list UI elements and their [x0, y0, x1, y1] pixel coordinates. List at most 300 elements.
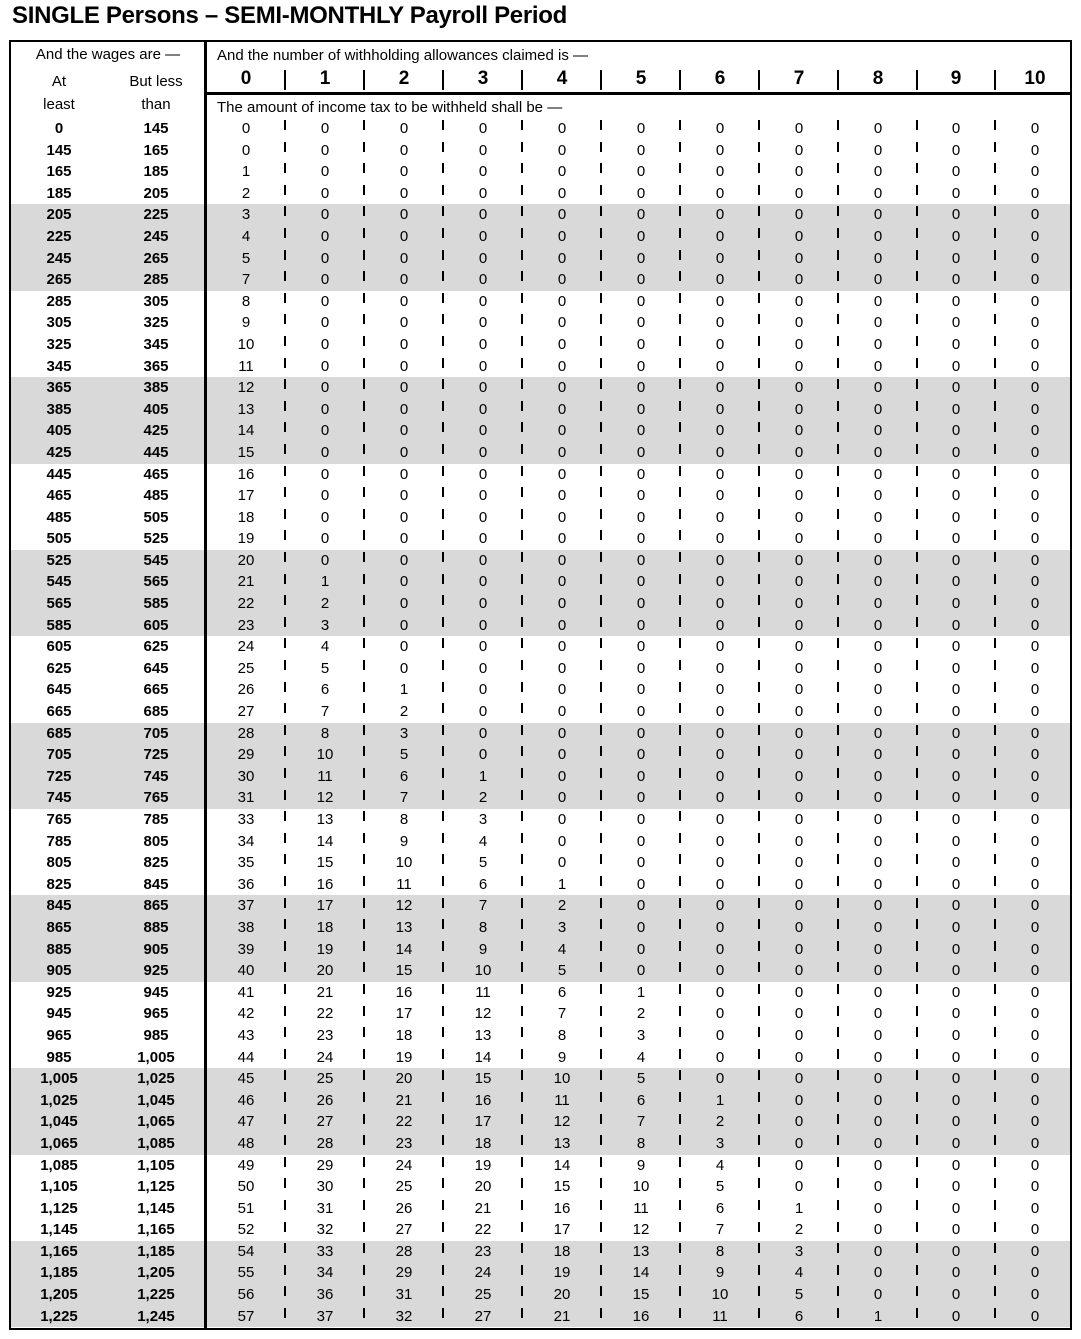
- row-tick: [994, 1222, 996, 1232]
- row-tick: [521, 552, 523, 562]
- withholding-amount: 56: [237, 1286, 255, 1304]
- row-tick: [837, 336, 839, 346]
- row-tick: [521, 1200, 523, 1210]
- row-tick: [837, 682, 839, 692]
- withholding-amount: 0: [557, 832, 567, 850]
- withholding-amount: 0: [951, 811, 961, 828]
- withholding-amount: 0: [557, 767, 567, 785]
- row-tick: [758, 833, 760, 843]
- withholding-amount: 17: [237, 487, 255, 505]
- withholding-amount: 0: [320, 508, 330, 526]
- row-tick: [994, 682, 996, 692]
- row-tick: [363, 768, 365, 778]
- withholding-amount: 0: [478, 443, 488, 461]
- withholding-amount: 7: [557, 1005, 567, 1023]
- withholding-amount: 8: [557, 1026, 567, 1044]
- least-label: least: [43, 96, 75, 113]
- wage-at-least: 145: [46, 141, 72, 159]
- withholding-amount: 17: [474, 1113, 492, 1131]
- withholding-amount: 2: [478, 789, 488, 807]
- wage-at-least: 1,005: [40, 1070, 78, 1088]
- row-tick: [837, 509, 839, 519]
- withholding-amount: 9: [399, 832, 409, 850]
- row-tick: [994, 1114, 996, 1124]
- row-tick: [994, 574, 996, 584]
- withholding-amount: 0: [320, 335, 330, 353]
- row-tick: [994, 358, 996, 368]
- wage-at-least: 405: [46, 422, 72, 440]
- withholding-amount: 25: [474, 1286, 492, 1304]
- withholding-amount: 0: [1030, 1221, 1040, 1239]
- withholding-amount: 28: [237, 724, 255, 742]
- withholding-amount: 0: [715, 767, 725, 785]
- withholding-amount: 0: [794, 120, 804, 137]
- withholding-amount: 0: [873, 1286, 883, 1304]
- table-row: [11, 528, 1070, 550]
- row-tick: [521, 1286, 523, 1296]
- withholding-amount: 10: [316, 746, 334, 764]
- withholding-amount: 18: [474, 1134, 492, 1152]
- withholding-amount: 0: [636, 638, 646, 656]
- withholding-amount: 1: [478, 767, 488, 785]
- row-tick: [916, 682, 918, 692]
- withholding-amount: 11: [633, 1199, 649, 1217]
- row-tick: [284, 962, 286, 972]
- wage-at-least: 165: [46, 163, 72, 181]
- row-tick: [837, 617, 839, 627]
- table-row: [11, 356, 1070, 378]
- withholding-amount: 0: [873, 379, 883, 397]
- row-tick: [758, 250, 760, 260]
- withholding-amount: 30: [316, 1178, 334, 1196]
- row-tick: [994, 638, 996, 648]
- withholding-amount: 0: [951, 141, 961, 159]
- table-row: [11, 744, 1070, 766]
- withholding-amount: 0: [478, 465, 488, 483]
- withholding-amount: 0: [873, 443, 883, 461]
- wage-at-least: 525: [46, 551, 72, 569]
- withholding-amount: 0: [636, 551, 646, 569]
- withholding-amount: 44: [237, 1048, 255, 1066]
- row-tick: [916, 746, 918, 756]
- wage-at-least: 645: [46, 681, 72, 699]
- wage-at-least: 1,165: [40, 1242, 78, 1260]
- wage-but-less-than: 685: [143, 703, 169, 721]
- row-tick: [600, 1027, 602, 1037]
- wage-but-less-than: 865: [143, 897, 169, 915]
- withholding-amount: 0: [1030, 163, 1040, 181]
- withholding-amount: 7: [399, 789, 409, 807]
- withholding-amount: 4: [320, 638, 330, 656]
- row-tick: [758, 1092, 760, 1102]
- row-tick: [837, 1135, 839, 1145]
- wage-but-less-than: 705: [143, 724, 169, 742]
- row-tick: [600, 984, 602, 994]
- withholding-amount: 18: [395, 1026, 413, 1044]
- row-tick: [284, 660, 286, 670]
- withholding-amount: 10: [474, 962, 492, 980]
- withholding-amount: 5: [557, 962, 567, 980]
- withholding-amount: 0: [636, 465, 646, 483]
- wage-at-least: 1,145: [40, 1221, 78, 1239]
- wage-at-least: 685: [46, 724, 72, 742]
- table-row: [11, 874, 1070, 896]
- withholding-amount: 0: [478, 314, 488, 332]
- row-tick: [284, 1027, 286, 1037]
- wage-but-less-than: 1,165: [137, 1221, 175, 1239]
- wage-but-less-than: 545: [143, 551, 169, 569]
- row-tick: [284, 1243, 286, 1253]
- row-tick: [679, 1092, 681, 1102]
- row-tick: [837, 790, 839, 800]
- wage-but-less-than: 885: [143, 918, 169, 936]
- withholding-amount: 12: [316, 789, 334, 807]
- withholding-amount: 5: [478, 854, 488, 872]
- row-tick: [837, 530, 839, 540]
- row-tick: [600, 725, 602, 735]
- row-tick: [758, 854, 760, 864]
- table-row: [11, 895, 1070, 917]
- wage-but-less-than: 785: [143, 811, 169, 828]
- row-tick: [837, 725, 839, 735]
- row-tick: [994, 768, 996, 778]
- withholding-amount: 0: [399, 595, 409, 613]
- withholding-amount: 0: [951, 357, 961, 375]
- row-tick: [284, 725, 286, 735]
- withholding-amount: 0: [557, 659, 567, 677]
- withholding-amount: 0: [557, 638, 567, 656]
- row-tick: [837, 228, 839, 238]
- withholding-amount: 8: [478, 918, 488, 936]
- row-tick: [442, 401, 444, 411]
- withholding-amount: 0: [873, 314, 883, 332]
- withholding-amount: 41: [237, 983, 255, 1001]
- row-tick: [284, 1308, 286, 1318]
- withholding-amount: 0: [951, 1026, 961, 1044]
- row-tick: [758, 1157, 760, 1167]
- row-tick: [994, 898, 996, 908]
- withholding-amount: 0: [873, 1026, 883, 1044]
- withholding-amount: 4: [241, 227, 251, 245]
- withholding-amount: 0: [478, 357, 488, 375]
- row-tick: [679, 358, 681, 368]
- row-tick: [363, 1178, 365, 1188]
- table-row: [11, 420, 1070, 442]
- withholding-amount: 0: [636, 724, 646, 742]
- row-tick: [994, 163, 996, 173]
- withholding-amount: 8: [399, 811, 409, 828]
- withholding-amount: 2: [715, 1113, 725, 1131]
- withholding-amount: 0: [794, 422, 804, 440]
- withholding-amount: 13: [632, 1242, 650, 1260]
- withholding-amount: 0: [1030, 767, 1040, 785]
- withholding-amount: 0: [636, 400, 646, 418]
- row-tick: [758, 682, 760, 692]
- withholding-amount: 0: [951, 918, 961, 936]
- withholding-amount: 0: [873, 120, 883, 137]
- withholding-amount: 0: [399, 573, 409, 591]
- withholding-amount: 8: [715, 1242, 725, 1260]
- withholding-amount: 2: [399, 703, 409, 721]
- row-tick: [363, 358, 365, 368]
- withholding-amount: 0: [399, 163, 409, 181]
- withholding-amount: 0: [715, 551, 725, 569]
- withholding-amount: 0: [873, 983, 883, 1001]
- row-tick: [679, 509, 681, 519]
- row-tick: [442, 1200, 444, 1210]
- row-tick: [837, 163, 839, 173]
- row-tick: [600, 444, 602, 454]
- row-tick: [916, 941, 918, 951]
- withholding-amount: 0: [557, 292, 567, 310]
- withholding-amount: 0: [794, 487, 804, 505]
- withholding-amount: 40: [237, 962, 255, 980]
- table-row: [11, 269, 1070, 291]
- row-tick: [600, 1092, 602, 1102]
- withholding-amount: 24: [237, 638, 255, 656]
- withholding-amount: 6: [478, 875, 488, 893]
- row-tick: [679, 142, 681, 152]
- row-tick: [994, 228, 996, 238]
- row-tick: [916, 919, 918, 929]
- withholding-amount: 0: [715, 962, 725, 980]
- row-tick: [758, 746, 760, 756]
- withholding-amount: 0: [951, 508, 961, 526]
- table-row: [11, 679, 1070, 701]
- withholding-amount: 16: [395, 983, 413, 1001]
- row-tick: [994, 250, 996, 260]
- withholding-amount: 48: [237, 1134, 255, 1152]
- withholding-amount: 17: [395, 1005, 413, 1023]
- row-tick: [837, 1308, 839, 1318]
- withholding-amount: 0: [873, 1070, 883, 1088]
- row-tick: [600, 1049, 602, 1059]
- withholding-amount: 0: [399, 638, 409, 656]
- row-tick: [363, 1114, 365, 1124]
- row-tick: [521, 833, 523, 843]
- withholding-amount: 13: [474, 1026, 492, 1044]
- withholding-amount: 0: [636, 616, 646, 634]
- wage-at-least: 245: [46, 249, 72, 267]
- row-tick: [837, 422, 839, 432]
- row-tick: [284, 854, 286, 864]
- row-tick: [916, 898, 918, 908]
- withholding-amount: 0: [873, 163, 883, 181]
- withholding-amount: 51: [237, 1199, 255, 1217]
- withholding-amount: 1: [715, 1091, 725, 1109]
- withholding-amount: 0: [636, 422, 646, 440]
- row-tick: [600, 466, 602, 476]
- wage-at-least: 725: [46, 767, 72, 785]
- withholding-amount: 0: [873, 767, 883, 785]
- withholding-amount: 0: [951, 1307, 961, 1325]
- row-tick: [363, 660, 365, 670]
- row-tick: [679, 962, 681, 972]
- withholding-amount: 0: [715, 379, 725, 397]
- row-tick: [679, 854, 681, 864]
- withholding-amount: 15: [632, 1286, 650, 1304]
- withholding-amount: 0: [1030, 1307, 1040, 1325]
- row-tick: [363, 1027, 365, 1037]
- withholding-amount: 6: [320, 681, 330, 699]
- withholding-amount: 0: [794, 746, 804, 764]
- row-tick: [679, 768, 681, 778]
- wage-but-less-than: 1,085: [137, 1134, 175, 1152]
- row-tick: [363, 185, 365, 195]
- row-tick: [600, 379, 602, 389]
- withholding-amount: 0: [873, 1156, 883, 1174]
- withholding-amount: 0: [794, 1091, 804, 1109]
- row-tick: [600, 552, 602, 562]
- row-tick: [837, 941, 839, 951]
- row-tick: [600, 574, 602, 584]
- row-tick: [521, 530, 523, 540]
- row-tick: [521, 574, 523, 584]
- withholding-amount: 49: [237, 1156, 255, 1174]
- withholding-amount: 0: [636, 487, 646, 505]
- withholding-amount: 0: [557, 335, 567, 353]
- row-tick: [284, 379, 286, 389]
- withholding-amount: 0: [636, 918, 646, 936]
- withholding-amount: 28: [395, 1242, 413, 1260]
- withholding-amount: 0: [794, 465, 804, 483]
- withholding-amount: 0: [557, 616, 567, 634]
- row-tick: [916, 271, 918, 281]
- table-row: [11, 1090, 1070, 1112]
- row-tick: [442, 595, 444, 605]
- withholding-amount: 0: [951, 292, 961, 310]
- row-tick: [521, 1092, 523, 1102]
- allowance-column-3: 3: [477, 68, 489, 89]
- withholding-amount: 0: [951, 1242, 961, 1260]
- table-row: [11, 550, 1070, 572]
- row-tick: [837, 487, 839, 497]
- row-tick: [916, 552, 918, 562]
- row-tick: [284, 790, 286, 800]
- withholding-amount: 10: [237, 335, 255, 353]
- withholding-amount: 0: [320, 530, 330, 548]
- row-tick: [284, 941, 286, 951]
- wage-at-least: 345: [46, 357, 72, 375]
- column-separator: [521, 70, 523, 90]
- row-tick: [837, 660, 839, 670]
- row-tick: [521, 1114, 523, 1124]
- row-tick: [758, 271, 760, 281]
- table-row: [11, 248, 1070, 270]
- row-tick: [363, 682, 365, 692]
- row-tick: [521, 509, 523, 519]
- withholding-amount: 0: [241, 141, 251, 159]
- withholding-amount: 12: [237, 379, 255, 397]
- wage-at-least: 225: [46, 227, 72, 245]
- withholding-amount: 4: [715, 1156, 725, 1174]
- row-tick: [679, 1308, 681, 1318]
- row-tick: [679, 638, 681, 648]
- row-tick: [363, 790, 365, 800]
- row-tick: [916, 142, 918, 152]
- withholding-amount: 0: [478, 616, 488, 634]
- row-tick: [521, 1070, 523, 1080]
- row-tick: [758, 1243, 760, 1253]
- row-tick: [916, 768, 918, 778]
- column-separator: [837, 70, 839, 90]
- withholding-amount: 0: [873, 724, 883, 742]
- withholding-amount: 0: [1030, 983, 1040, 1001]
- withholding-amount: 26: [237, 681, 255, 699]
- withholding-amount: 0: [715, 854, 725, 872]
- withholding-amount: 0: [320, 271, 330, 289]
- wage-at-least: 1,205: [40, 1286, 78, 1304]
- row-tick: [916, 1092, 918, 1102]
- withholding-amount: 9: [478, 940, 488, 958]
- wage-but-less-than: 1,225: [137, 1286, 175, 1304]
- withholding-amount: 0: [557, 746, 567, 764]
- withholding-amount: 25: [395, 1178, 413, 1196]
- withholding-amount: 0: [794, 832, 804, 850]
- row-tick: [994, 984, 996, 994]
- withholding-amount: 0: [636, 227, 646, 245]
- withholding-amount: 0: [794, 595, 804, 613]
- row-tick: [837, 120, 839, 130]
- withholding-amount: 0: [873, 832, 883, 850]
- row-tick: [758, 962, 760, 972]
- row-tick: [600, 962, 602, 972]
- row-tick: [284, 358, 286, 368]
- withholding-amount: 0: [951, 184, 961, 202]
- row-tick: [679, 552, 681, 562]
- row-tick: [994, 595, 996, 605]
- table-row: [11, 831, 1070, 853]
- wage-at-least: 1,085: [40, 1156, 78, 1174]
- wage-at-least: 565: [46, 595, 72, 613]
- withholding-amount: 0: [636, 206, 646, 224]
- withholding-amount: 0: [715, 120, 725, 137]
- row-tick: [600, 1286, 602, 1296]
- row-tick: [363, 1070, 365, 1080]
- row-tick: [600, 1222, 602, 1232]
- row-tick: [837, 1114, 839, 1124]
- row-tick: [284, 984, 286, 994]
- wage-but-less-than: 385: [143, 379, 169, 397]
- withholding-amount: 0: [873, 1005, 883, 1023]
- withholding-amount: 8: [241, 292, 251, 310]
- wage-but-less-than: 745: [143, 767, 169, 785]
- withholding-amount: 25: [237, 659, 255, 677]
- row-tick: [758, 1222, 760, 1232]
- row-tick: [994, 703, 996, 713]
- wage-but-less-than: 365: [143, 357, 169, 375]
- withholding-amount: 0: [873, 271, 883, 289]
- row-tick: [679, 293, 681, 303]
- withholding-amount: 0: [557, 681, 567, 699]
- row-tick: [679, 1135, 681, 1145]
- withholding-amount: 0: [951, 875, 961, 893]
- row-tick: [758, 876, 760, 886]
- withholding-amount: 0: [715, 508, 725, 526]
- row-tick: [600, 1070, 602, 1080]
- withholding-amount: 25: [316, 1070, 334, 1088]
- withholding-amount: 0: [951, 227, 961, 245]
- row-tick: [994, 444, 996, 454]
- row-tick: [758, 768, 760, 778]
- withholding-amount: 0: [1030, 1026, 1040, 1044]
- withholding-amount: 12: [395, 897, 413, 915]
- withholding-amount: 0: [951, 1005, 961, 1023]
- withholding-amount: 38: [237, 918, 255, 936]
- row-tick: [837, 574, 839, 584]
- withholding-amount: 0: [715, 746, 725, 764]
- allowance-column-5: 5: [635, 68, 647, 89]
